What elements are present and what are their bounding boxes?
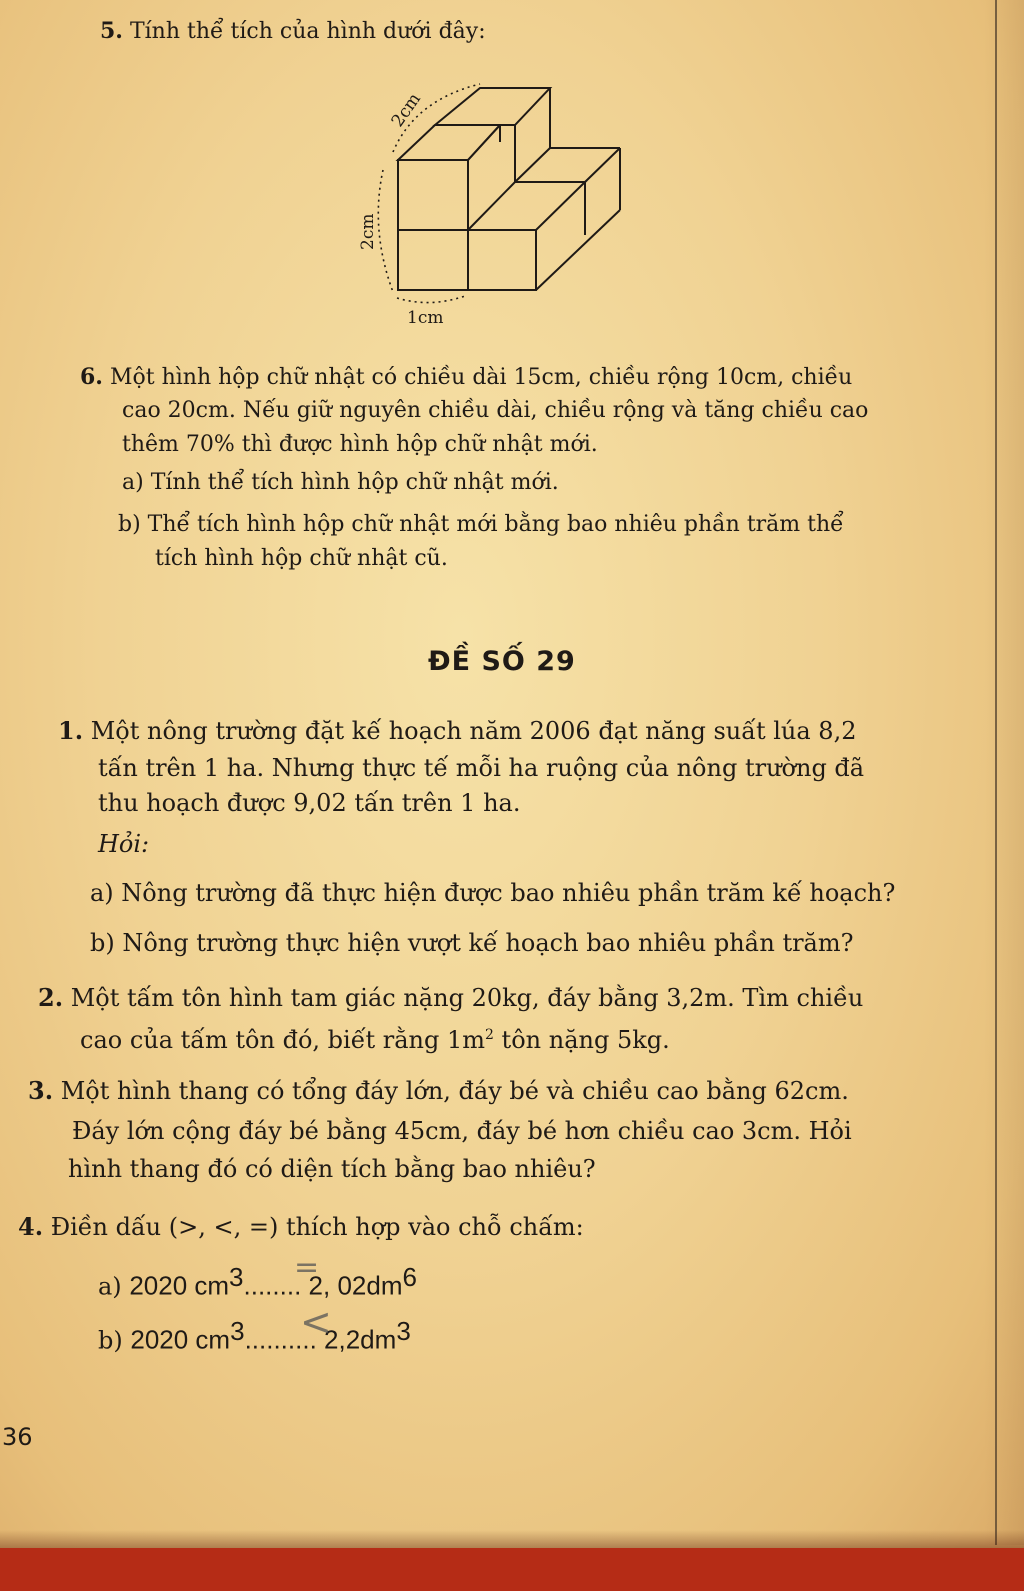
q6-part-b-line-1: b) Thể tích hình hộp chữ nhật mới bằng bao nhiêu phần trăm thể: [118, 512, 844, 537]
q5-text: Tính thể tích của hình dưới đây:: [129, 19, 486, 44]
cube-top-face-lower: [468, 182, 585, 230]
q4-text: Điền dấu (>, <, =) thích hợp vào chỗ chấm:: [50, 1213, 584, 1241]
q5-line: [100, 18, 486, 45]
q4b-handwritten-mark: <: [300, 1300, 332, 1344]
q6-line-2: cao 20cm. Nếu giữ nguyên chiều dài, chiều rộng và tăng chiều cao: [122, 398, 869, 423]
q3-line-2: Đáy lớn cộng đáy bé bằng 45cm, đáy bé hơn chiều cao 3cm. Hỏi: [72, 1117, 852, 1145]
q4a-right: 2, 02dm: [301, 1270, 403, 1301]
q4-part-b: [98, 1318, 411, 1355]
q4a-left-sup: 3: [229, 1262, 244, 1292]
q3-line-1: [28, 1078, 849, 1104]
q4b-left: 2020 cm: [130, 1324, 231, 1355]
q3-text-1: Một hình thang có tổng đáy lớn, đáy bé và chiều cao bằng 62cm.: [60, 1077, 849, 1105]
q4a-dots: ........: [243, 1270, 302, 1301]
exam-heading: ĐỀ SỐ 29: [428, 646, 576, 677]
q3-number: 3.: [28, 1076, 54, 1105]
q4b-left-sup: 3: [230, 1316, 245, 1346]
q4a-handwritten-mark: =: [294, 1250, 320, 1285]
q2-text-2a: cao của tấm tôn đó, biết rằng 1m: [80, 1026, 485, 1054]
q1-part-b: b) Nông trường thực hiện vượt kế hoạch bao nhiêu phần trăm?: [90, 929, 854, 957]
red-surface-below-page: [0, 1548, 1024, 1591]
q4b-right-sup: 3: [396, 1316, 411, 1346]
q4-number: 4.: [18, 1212, 44, 1241]
dimension-arc-bottom: [397, 296, 465, 303]
q5-number: 5.: [100, 18, 123, 44]
q3-line-3: hình thang đó có diện tích bằng bao nhiêu?: [68, 1155, 596, 1183]
q2-line-1: [38, 985, 863, 1011]
q4b-right: 2,2dm: [316, 1324, 397, 1355]
q6-line-3: thêm 70% thì được hình hộp chữ nhật mới.: [122, 432, 598, 457]
q6-part-a: a) Tính thể tích hình hộp chữ nhật mới.: [122, 470, 559, 495]
q4a-left: 2020 cm: [129, 1270, 230, 1301]
q4a-label: a): [98, 1272, 130, 1301]
q4b-label: b): [98, 1326, 131, 1355]
q6-part-b-line-2: tích hình hộp chữ nhật cũ.: [155, 546, 448, 571]
label-top-2cm: 2cm: [387, 89, 426, 131]
q6-number: 6.: [80, 364, 103, 390]
cube-front-top: [398, 160, 468, 230]
q1-text-1: Một nông trường đặt kế hoạch năm 2006 đạt năng suất lúa 8,2: [90, 717, 857, 745]
label-bottom-1cm: 1cm: [407, 308, 444, 328]
q1-line-2: tấn trên 1 ha. Nhưng thực tế mỗi ha ruộng của nông trường đã: [98, 754, 865, 782]
q2-sup: 2: [485, 1027, 494, 1043]
q6-text-1: Một hình hộp chữ nhật có chiều dài 15cm, chiều rộng 10cm, chiều: [109, 365, 853, 390]
q4a-right-sup: 6: [402, 1262, 417, 1292]
q4-part-a: [98, 1264, 417, 1301]
q2-text-1: Một tấm tôn hình tam giác nặng 20kg, đáy bằng 3,2m. Tìm chiều: [70, 984, 864, 1012]
q4b-dots: ..........: [244, 1324, 317, 1355]
label-side-2cm: 2cm: [358, 213, 378, 250]
q6-line-1: [80, 364, 852, 391]
page-edge-shadow: [984, 0, 1024, 1545]
page-number: 36: [2, 1423, 33, 1451]
q2-number: 2.: [38, 983, 64, 1012]
q1-number: 1.: [58, 716, 84, 745]
q1-line-1: [58, 718, 856, 744]
q1-line-3: thu hoạch được 9,02 tấn trên 1 ha.: [98, 789, 521, 817]
q1-part-a: a) Nông trường đã thực hiện được bao nhiêu phần trăm kế hoạch?: [90, 879, 896, 907]
bottom-shadow: [0, 1530, 1024, 1550]
q2-text-2b: tôn nặng 5kg.: [493, 1026, 670, 1054]
cube-front-bottom-right: [468, 230, 536, 290]
q1-hoi: Hỏi:: [98, 830, 150, 858]
dimension-arc-side: [378, 170, 393, 292]
q4-line-1: [18, 1214, 584, 1240]
page-binding-line: [995, 0, 997, 1545]
cube-front-bottom-left: [398, 230, 468, 290]
cube-stack-figure: [345, 80, 635, 330]
q2-line-2: [80, 1022, 670, 1053]
